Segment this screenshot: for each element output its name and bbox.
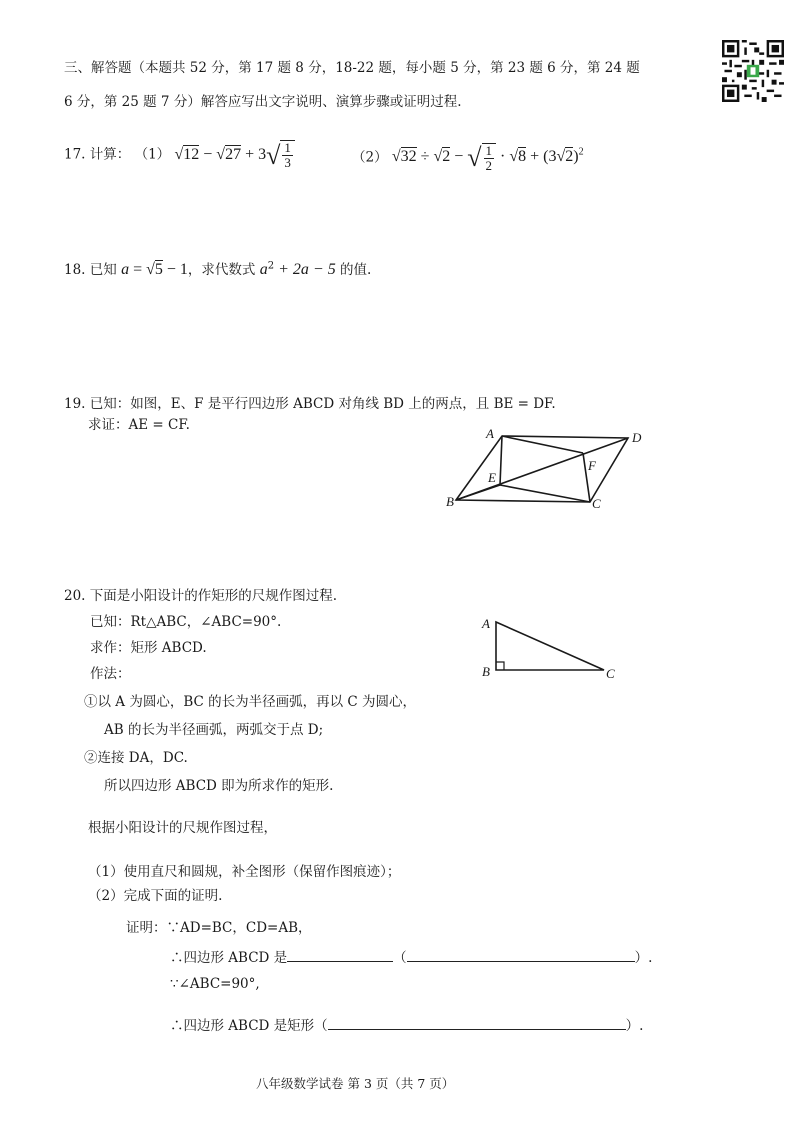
label-a: A: [482, 616, 490, 631]
segment-ae: [500, 436, 502, 485]
question-19-line2: 求证：AE = CF.: [88, 417, 190, 433]
question-17-part2: [352, 140, 584, 173]
label-d: D: [632, 430, 642, 445]
proof-line4: ∴四边形 ABCD 是矩形（ ）.: [170, 1018, 644, 1034]
proof-line2: ∴四边形 ABCD 是 （ ）.: [170, 950, 653, 966]
sqrt-sign: √: [174, 145, 184, 163]
label-f: F: [588, 458, 596, 473]
question-19-line1: 19. 已知：如图，E、F 是平行四边形 ABCD 对角线 BD 上的两点，且 BE = DF.: [64, 396, 556, 412]
segment-ec: [500, 485, 590, 502]
right-triangle-figure: [478, 612, 618, 684]
parallelogram-figure: [440, 424, 650, 516]
q20-step1b: AB 的长为半径画弧，两弧交于点 D;: [104, 722, 324, 738]
question-17: [64, 140, 295, 170]
sqrt-sign: √: [467, 143, 482, 173]
answer-blank-3[interactable]: [328, 1017, 626, 1030]
sqrt-sign: √: [556, 148, 566, 166]
q20-method: 作法：: [90, 666, 131, 682]
question-18: 18. 已知 a = √5 − 1，求代数式 $a^2 + 2a - 5$ 的值.: [64, 260, 372, 278]
section-header-line1: 三、解答题（本题共 52 分，第 17 题 8 分，18-22 题，每小题 5 分，第 23 题 6 分，第 24 题: [64, 60, 640, 76]
expression-17-1: √12 − √27 + 3√ $\frac{1}{3}$: [174, 146, 294, 163]
sqrt-sign: √: [266, 140, 281, 170]
sqrt-sign: √: [146, 261, 155, 278]
part-label: （2）: [352, 149, 388, 166]
right-angle-mark: [496, 662, 504, 670]
expression-17-2: √32 ÷ √2 − √ $\frac{1}{2}$ · $√8 + (3√2)^2$: [391, 142, 584, 173]
label-b: B: [446, 494, 454, 509]
page-footer: 八年级数学试卷 第 3 页（共 7 页）: [256, 1076, 455, 1091]
sqrt-sign: √: [509, 148, 519, 166]
label-c: C: [606, 666, 615, 681]
q20-step1a: ①以 A 为圆心，BC 的长为半径画弧，再以 C 为圆心，: [84, 694, 417, 710]
sqrt-sign: √: [433, 148, 443, 166]
q20-task2: （2）完成下面的证明.: [88, 888, 223, 904]
proof-line1: 证明：∵AD=BC，CD=AB，: [126, 920, 312, 936]
section-header-line2: 6 分，第 25 题 7 分）解答应写出文字说明、演算步骤或证明过程.: [64, 94, 462, 110]
q20-step2: ②连接 DA，DC.: [84, 750, 188, 766]
label-b: B: [482, 664, 490, 679]
question-number: 17.: [64, 146, 86, 163]
proof-line3: ∵∠ABC=90°,: [170, 976, 260, 992]
label-e: E: [488, 470, 496, 485]
qr-code-image: [722, 40, 784, 102]
question-number: 20.: [64, 588, 86, 604]
question-20-intro: 20. 下面是小阳设计的作矩形的尺规作图过程.: [64, 588, 338, 604]
segment-af: [502, 436, 583, 453]
label-c: C: [592, 496, 601, 511]
answer-blank-1[interactable]: [287, 949, 393, 962]
question-label: 计算：: [89, 146, 131, 163]
part-label: （1）: [134, 146, 171, 163]
sqrt-sign: √: [216, 145, 226, 163]
q20-task1: （1）使用直尺和圆规，补全图形（保留作图痕迹）；: [88, 864, 401, 880]
sqrt-sign: √: [391, 148, 401, 166]
question-number: 18.: [64, 262, 86, 278]
q20-conclusion: 所以四边形 ABCD 即为所求作的矩形.: [104, 778, 334, 794]
q20-given: 已知：Rt△ABC，∠ABC=90°.: [90, 614, 282, 630]
label-a: A: [486, 426, 494, 441]
q20-according: 根据小阳设计的尺规作图过程，: [88, 820, 277, 836]
answer-blank-2[interactable]: [407, 949, 635, 962]
proof-label: 证明：: [126, 920, 167, 936]
question-number: 19.: [64, 396, 86, 412]
q20-find: 求作：矩形 ABCD.: [90, 640, 207, 656]
triangle-abc: [496, 622, 604, 670]
